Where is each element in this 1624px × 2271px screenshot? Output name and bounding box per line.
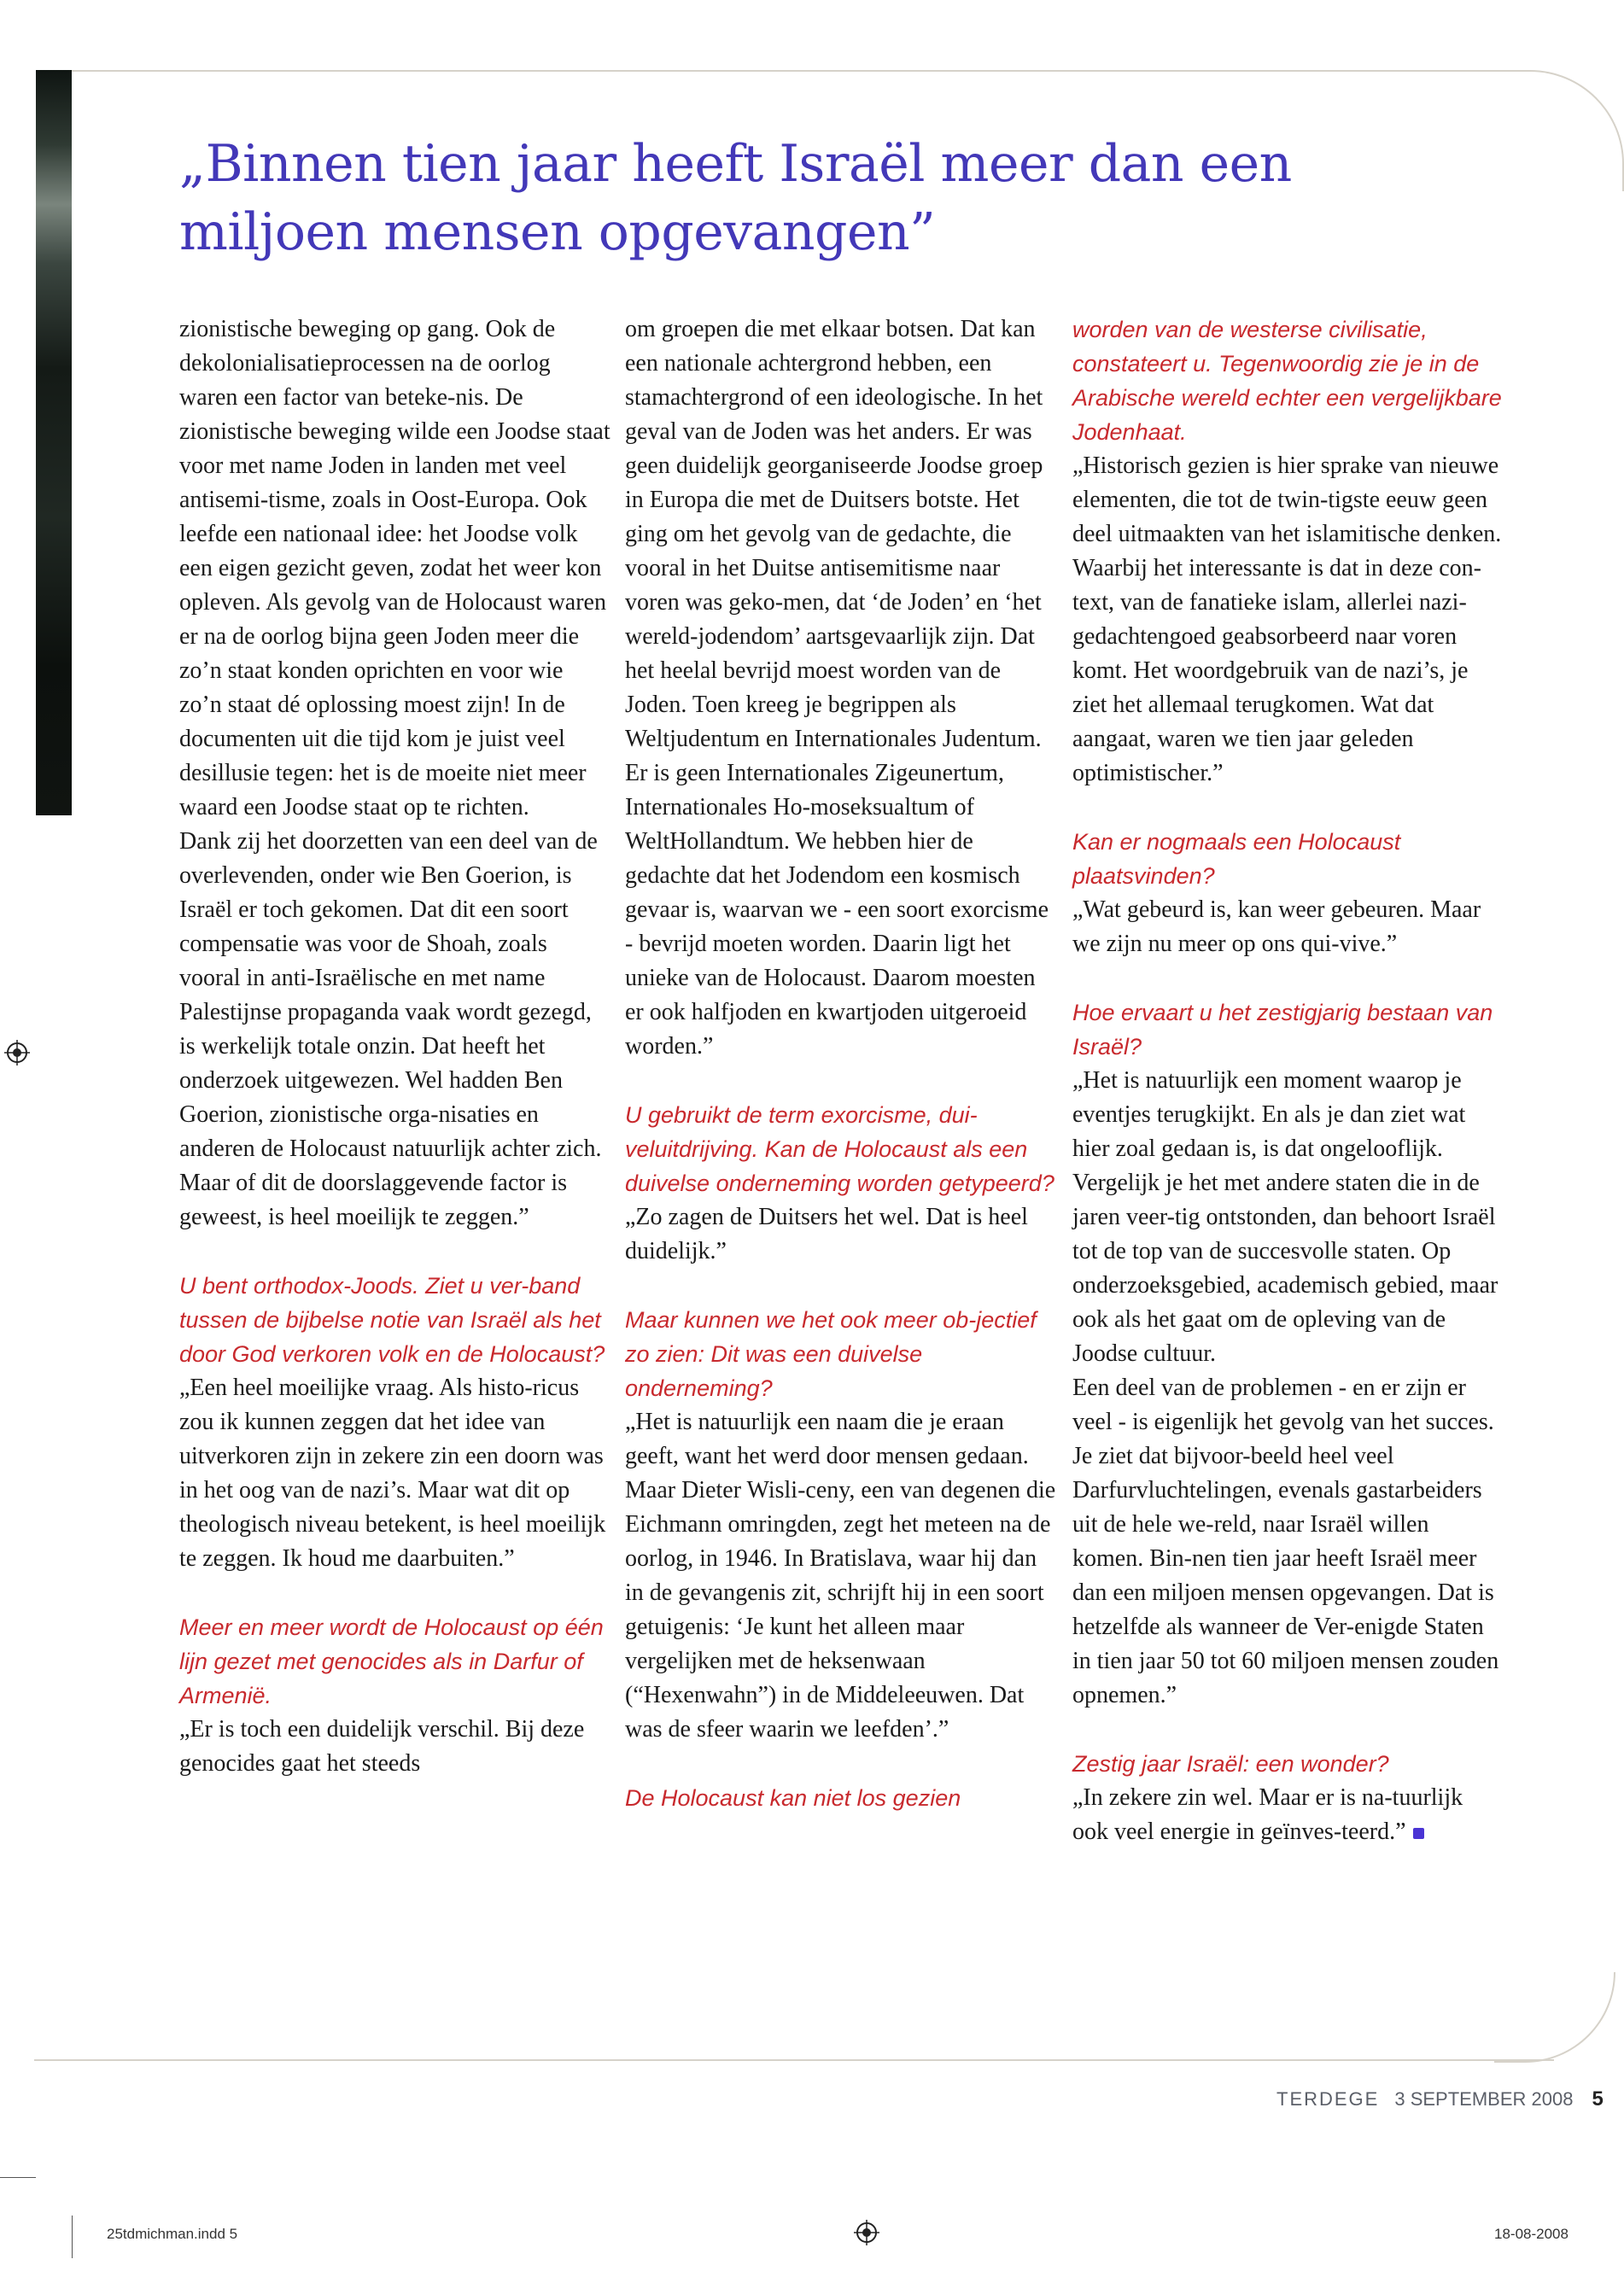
interview-answer: „Wat gebeurd is, kan weer gebeuren. Maar we zijn nu meer op ons qui-vive.” [1072,896,1481,957]
interview-answer: „Het is natuurlijk een moment waarop je eventjes terugkijkt. En als je dan ziet wat hier zoal gedaan is, is dat ongelooflijk. Vergelijk je het met andere staten die in de jaren veer-tig ontstonden, dan behoort Israël tot de top van de succesvolle staten. Op onderzoeksgebied, academisch gebied, maar ook als het gaat om de opleving van de Joodse cultuur. [1072,1067,1498,1367]
body-paragraph: om groepen die met elkaar botsen. Dat kan een nationale achtergrond hebben, een stamachtergrond of een ideologische. In het geval van de Joden was het anders. Er was geen duidelijk georganiseerde Joodse groep in Europa die met de Duitsers botste. Het ging om het gevolg van de gedachte, die vooral in het Duitse antisemitisme naar voren was geko-men, dat ‘de Joden’ en ‘het wereld-jodendom’ aartsgevaarlijk zijn. Dat het heelal bevrijd moest worden van de Joden. Toen kreeg je begrippen als Weltjudentum en Internationales Judentum. Er is geen Internationales Zigeunertum, Internationales Ho-moseksualtum of WeltHollandtum. We hebben hier de gedachte dat het Jodendom een kosmisch gevaar is, waarvan we - een soort exorcisme - bevrijd moeten worden. Daarin ligt het unieke van de Holocaust. Daarom moesten er ook halfjoden en kwartjoden uitgeroeid worden.” [625,316,1049,1060]
interview-question: Zestig jaar Israël: een wonder? [1072,1751,1389,1777]
crop-mark [72,2216,73,2258]
page-footer [1276,2087,1618,2111]
interview-answer: „Zo zagen de Duitsers het wel. Dat is heel duidelijk.” [625,1204,1028,1264]
interview-answer: „Het is natuurlijk een naam die je eraan geeft, want het werd door mensen gedaan. Maar Dieter Wisli-ceny, een van degenen die Eichmann omringden, zegt het meteen na de oorlog, in 1946. In Bratislava, waar hij dan in de gevangenis zit, schrijft hij in een soort getuigenis: ‘Je kunt het alleen maar vergelijken met de heksenwaan (“Hexenwahn”) in de Middeleeuwen. Dat was de sfeer waarin we leefden’.” [625,1409,1056,1743]
body-paragraph: Dank zij het doorzetten van een deel van de overlevenden, onder wie Ben Goerion, is Israël er toch gekomen. Dat dit een soort compensatie was voor de Shoah, zoals vooral in anti-Israëlische en met name Palestijnse propaganda vaak wordt gezegd, is werkelijk totale onzin. Dat heeft het onderzoek uitgewezen. Wel hadden Ben Goerion, zionistische orga-nisaties en anderen de Holocaust natuurlijk achter zich. Maar of dit de doorslaggevende factor is geweest, is heel moeilijk te zeggen.” [179,828,602,1230]
interview-question: De Holocaust kan niet los gezien [625,1785,961,1811]
article-column-3 [1072,312,1504,1849]
photo-edge-strip [36,70,72,815]
page-frame-corner-top [1503,70,1624,191]
slug-date: 18-08-2008 [1494,2226,1569,2242]
interview-answer [1072,1781,1504,1849]
magazine-name: TERDEGE [1276,2088,1380,2110]
interview-question: Meer en meer wordt de Holocaust op één lijn gezet met genocides als in Darfur of Armenië. [179,1614,604,1708]
interview-question: Maar kunnen we het ook meer ob-jectief zo zien: Dit was een duivelse onderneming? [625,1307,1037,1401]
final-answer-text: „In zekere zin wel. Maar er is na-tuurlijk ook veel energie in geïnves-teerd.” [1072,1784,1463,1845]
page-frame-top-line [68,70,1520,72]
end-of-article-icon [1413,1828,1424,1839]
headline: „Binnen tien jaar heeft Israël meer dan een miljoen mensen opgevangen” [179,134,1292,262]
issue-date: 3 SEPTEMBER 2008 [1394,2088,1574,2110]
page-frame-bottom-line [34,2059,1554,2061]
page-number: 5 [1592,2087,1604,2110]
interview-answer: „Historisch gezien is hier sprake van nieuwe elementen, die tot de twin-tigste eeuw geen deel uitmaakten van het islamitische denken. Waarbij het interessante is dat in deze con-text, van de fanatieke islam, allerlei nazi-gedachtengoed geabsorbeerd naar voren komt. Het woordgebruik van de nazi’s, je ziet het allemaal terugkomen. Wat dat aangaat, waren we tien jaar geleden optimistischer.” [1072,452,1502,786]
interview-answer: „Een heel moeilijke vraag. Als histo-ricus zou ik kunnen zeggen dat het idee van uitverkoren zijn in zekere zin een doorn was in het oog van de nazi’s. Maar wat dit op theologisch niveau betekent, is heel moeilijk te zeggen. Ik houd me daarbuiten.” [179,1375,606,1572]
slug-filename: 25tdmichman.indd 5 [107,2226,238,2242]
interview-answer: Een deel van de problemen - en er zijn er veel - is eigenlijk het gevolg van het succes. Je ziet dat bijvoor-beeld heel veel Darfurvluchtelingen, evenals gastarbeiders uit de hele we-reld, naar Israël willen komen. Bin-nen tien jaar heeft Israël meer dan een miljoen mensen opgevangen. Dat is hetzelfde als wanneer de Ver-enigde Staten in tien jaar 50 tot 60 miljoen mensen zouden opnemen.” [1072,1375,1499,1708]
registration-mark-icon [854,2220,879,2245]
body-paragraph: zionistische beweging op gang. Ook de dekolonialisatieprocessen na de oorlog waren een factor van beteke-nis. De zionistische beweging wilde een Joodse staat voor met name Joden in landen met veel antisemi-tisme, zoals in Oost-Europa. Ook leefde een nationaal idee: het Joodse volk een eigen gezicht geven, zodat het weer kon opleven. Als gevolg van de Holocaust waren er na de oorlog bijna geen Joden meer die zo’n staat konden oprichten en voor wie zo’n staat dé oplossing moest zijn! In de documenten uit die tijd kom je juist veel desillusie tegen: het is de moeite niet meer waard een Joodse staat op te richten. [179,316,610,820]
article-column-1 [179,312,610,1781]
registration-mark-icon [4,1040,30,1065]
page-frame-corner-bottom [1494,1972,1615,2063]
interview-question: Hoe ervaart u het zestigjarig bestaan van Israël? [1072,1000,1493,1060]
interview-question: worden van de westerse civilisatie, constateert u. Tegenwoordig zie je in de Arabische wereld echter een vergelijkbare Jodenhaat. [1072,317,1502,445]
crop-mark [0,2177,36,2178]
interview-answer: „Er is toch een duidelijk verschil. Bij deze genocides gaat het steeds [179,1716,585,1777]
interview-question: U gebruikt de term exorcisme, dui-veluitdrijving. Kan de Holocaust als een duivelse onderneming worden getypeerd? [625,1102,1054,1196]
interview-question: Kan er nogmaals een Holocaust plaatsvinden? [1072,829,1401,889]
interview-question: U bent orthodox-Joods. Ziet u ver-band tussen de bijbelse notie van Israël als het door God verkoren volk en de Holocaust? [179,1273,605,1367]
article-column-2 [625,312,1056,1815]
